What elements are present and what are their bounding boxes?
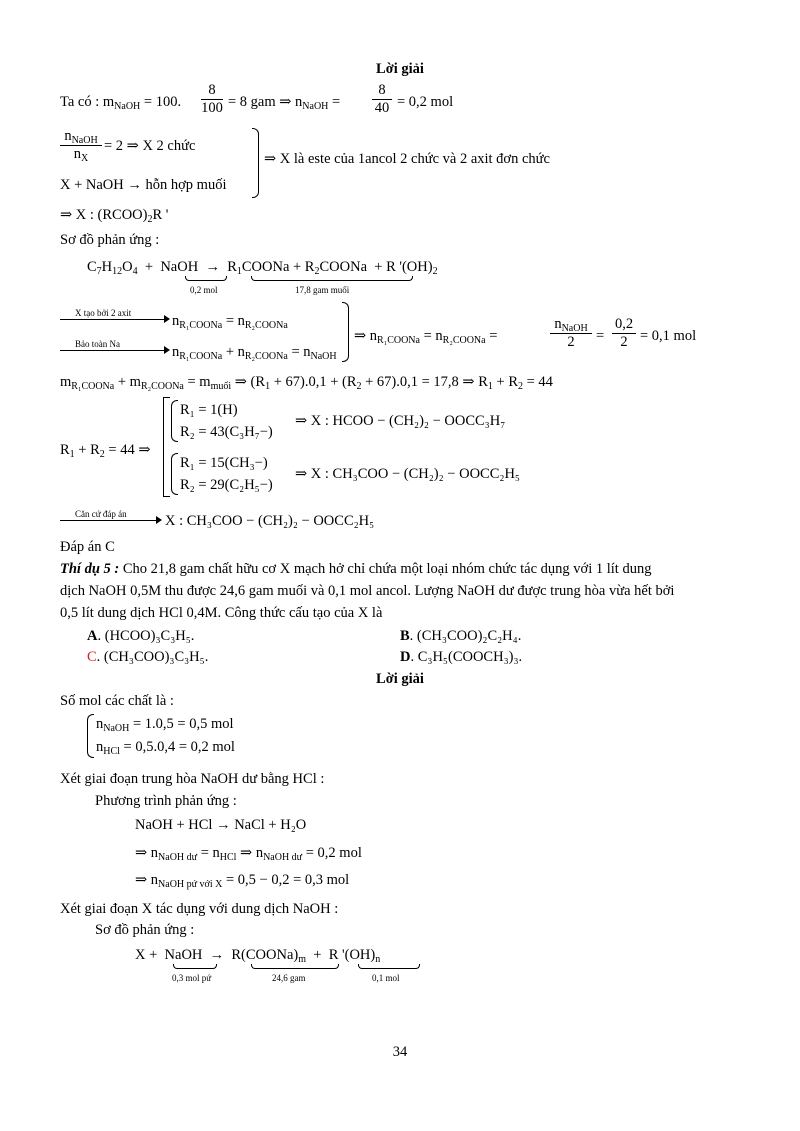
equation-label: Phương trình phản ứng :	[95, 793, 237, 809]
salt-amount: 17,8 gam muối	[295, 285, 350, 295]
arrow-line-3	[60, 520, 158, 521]
scheme-label-2: Sơ đồ phản ứng :	[95, 922, 195, 938]
left-brace-case1	[171, 400, 178, 442]
left-brace-case2	[171, 453, 178, 495]
left-brace-moles	[87, 714, 94, 758]
naoh-mole-calc: = 8 gam ⇒ $n_{NaOH}$ =	[228, 94, 341, 112]
example-5-line3: 0,5 lít dung dịch HCl 0,4M. Công thức cấu tạo của X là	[60, 605, 383, 621]
fraction-naoh-2: $n_{NaOH}$ 2	[550, 316, 592, 351]
reaction-2: X + NaOH → $R(COONa)_m + R$ '$(OH)_n$	[135, 947, 381, 965]
reaction-scheme-label: Sơ đồ phản ứng :	[60, 232, 160, 248]
naoh-mole-result: = 0,2 mol	[397, 94, 454, 110]
salt-moles-equal: $n_{R_1COONa} = n_{R_2COONa}$	[172, 313, 288, 331]
arrow-line-1	[60, 319, 166, 320]
fraction-02-2: $\frac{0,2}{2}$	[612, 316, 636, 351]
neutralization-eq: NaOH + HCl → NaCl + H₂O	[135, 817, 307, 833]
excess-naoh: ⇒ $n_{NaOH dư} = n_{HCl}$ ⇒ $n_{NaOH dư} = 0,2$ mol	[135, 845, 362, 863]
naoh-amount: 0,2 mol	[190, 285, 218, 295]
neutralization-stage: Xét giai đoạn trung hòa NaOH dư bằng HCl :	[60, 771, 325, 787]
salt-mass: 24,6 gam	[272, 973, 306, 983]
arrow-line-2	[60, 350, 166, 351]
salt-mole-value: = 0,1 mol	[640, 328, 697, 344]
reacted-naoh: ⇒ $n_{NaOH pứ với X} = 0,5 - 0,2 = 0,3$ mol	[135, 872, 350, 890]
reaction-1: $C_7H_{12}O_4$ + NaOH → $R_1COONa$ + $R_2COONa + R$ '$(OH)_2$	[87, 259, 438, 277]
ratio-naoh-x: $n_{NaOH}$ $n_X$	[60, 128, 102, 163]
r-sum-44: $R_1 + R_2 = 44$ ⇒	[60, 442, 151, 460]
naoh-reacted-amount: 0,3 mol pứ	[172, 973, 212, 983]
fraction-8-100: $\frac{8}{100}$	[201, 82, 223, 116]
case1-r1: R₁ = 1(H)	[180, 402, 238, 418]
case2-r1: R₁ = 15(CH₃−)	[180, 455, 268, 471]
option-a: A. (HCOO)₃C₃H₅.	[87, 628, 195, 644]
ratio-result: = 2 ⇒ X 2 chức	[104, 138, 196, 154]
ester-conclusion: ⇒ X là este của 1ancol 2 chức và 2 axit đơn chức	[264, 151, 550, 167]
case2-formula: ⇒ X : CH₃COO − (CH₂)₂ − OOCC₂H₅	[295, 466, 520, 482]
right-brace-2	[342, 302, 349, 362]
right-brace	[252, 128, 259, 198]
x-general-formula: ⇒ X : $(RCOO)_2R$ '	[60, 207, 169, 225]
final-formula: X : CH₃COO − (CH₂)₂ − OOCC₂H₅	[165, 513, 375, 529]
answer-1: Đáp án C	[60, 539, 115, 555]
salt-mole-result: ⇒ $n_{R_1COONa} = n_{R_2COONa}$ =	[354, 328, 498, 346]
option-c: C. (CH₃COO)₃C₃H₅.	[87, 649, 209, 665]
option-b: B. (CH₃COO)₂C₂H₄.	[400, 628, 522, 644]
na-conservation-eq: $n_{R_1COONa} + n_{R_2COONa} = n_{NaOH}$	[172, 344, 337, 362]
page-number: 34	[392, 1044, 408, 1060]
case2-r2: R₂ = 29(C₂H₅−)	[180, 477, 273, 493]
arrow-label-na-conservation: Bảo toàn Na	[75, 339, 120, 349]
example-5-line2: dịch NaOH 0,5M thu được 24,6 gam muối và 0,1 mol ancol. Lượng NaOH dư được trung hòa vừa hết bởi	[60, 583, 675, 599]
arrow-label-answers: Căn cứ đáp án	[75, 509, 127, 519]
naoh-moles: $n_{NaOH} = 1.0,5 = 0,5$ mol	[96, 716, 234, 734]
fraction-8-40: $\frac{8}{40}$	[372, 82, 392, 117]
alcohol-amount: 0,1 mol	[372, 973, 400, 983]
x-naoh-salts: X + NaOH → hỗn hợp muối	[60, 177, 227, 193]
x-naoh-stage: Xét giai đoạn X tác dụng với dung dịch NaOH :	[60, 901, 339, 917]
solution-heading-2: Lời giải	[376, 671, 424, 687]
option-d: D. C₃H₅(COOCH₃)₃.	[400, 649, 523, 665]
arrow-label-two-acids: X tạo bởi 2 axit	[75, 308, 132, 318]
mass-equation: $m_{R_1COONa} + m_{R_2COONa} = m_{muối}$ ⇒ $(R_1 + 67).0,1 + (R_2 + 67).0,1 = 17,8$ ⇒ $R_1 + R_2 = 44$	[60, 374, 553, 392]
left-bracket	[163, 397, 170, 497]
case1-formula: ⇒ X : HCOO − (CH₂)₂ − OOCC₃H₇	[295, 413, 506, 429]
moles-label: Số mol các chất là :	[60, 693, 174, 709]
case1-r2: R₂ = 43(C₃H₇−)	[180, 424, 273, 440]
hcl-moles: $n_{HCl} = 0,5.0,4 = 0,2$ mol	[96, 739, 235, 757]
example-5-line1: Thí dụ 5 : Cho 21,8 gam chất hữu cơ X mạch hở chỉ chứa một loại nhóm chức tác dụng với 1 lít dung	[60, 561, 652, 577]
equals-sign: =	[596, 328, 605, 344]
arrow-head-3	[156, 516, 162, 524]
solution-heading: Lời giải	[376, 61, 424, 77]
arrow-head-2	[164, 346, 170, 354]
naoh-mass-calc: Ta có : $m_{NaOH} = 100$.	[60, 94, 182, 112]
arrow-head-1	[164, 315, 170, 323]
